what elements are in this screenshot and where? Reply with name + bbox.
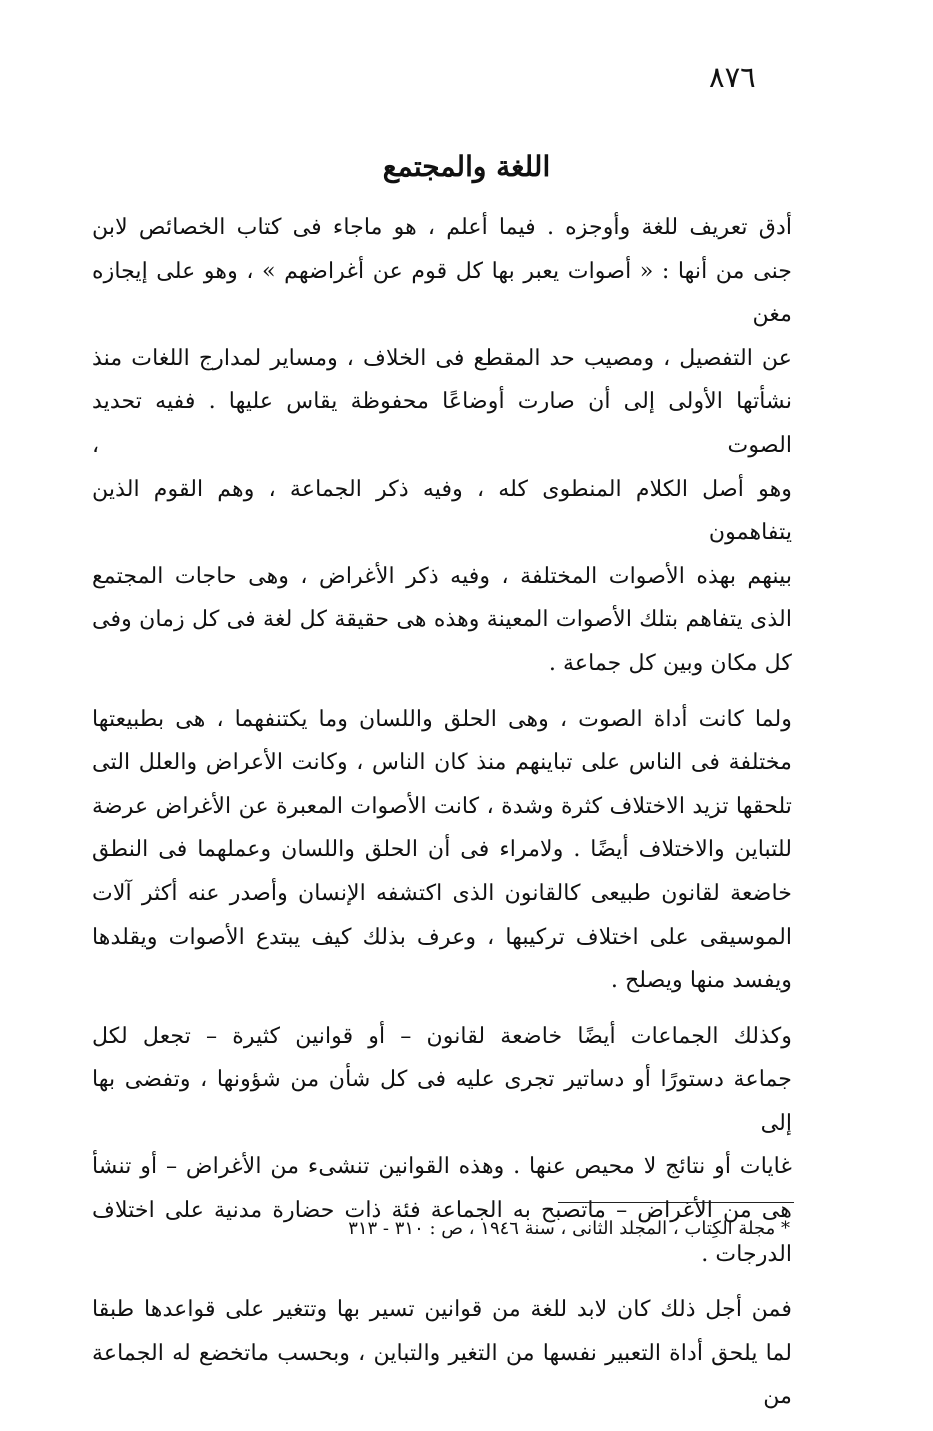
- text-line: للتباين والاختلاف أيضًا . ولامراء فى أن الحلق واللسان وعملهما فى النطق: [92, 836, 792, 863]
- text-line: كل مكان وبين كل جماعة .: [548, 649, 792, 676]
- text-line: أدق تعريف للغة وأوجزه . فيما أعلم ، هو ماجاء فى كتاب الخصائص لابن: [92, 214, 792, 240]
- text-line: تلحقها تزيد الاختلاف كثرة وشدة ، كانت الأصوات المعبرة عن الأغراض عرضة: [92, 792, 792, 819]
- text-line: وكذلك الجماعات أيضًا خاضعة لقانون – أو قوانين كثيرة – تجعل لكل: [92, 1022, 792, 1049]
- text-line: لما يلحق أداة التعبير نفسها من التغير والتباين ، وبحسب ماتخضع له الجماعة من: [92, 1339, 792, 1410]
- footnote-divider: [558, 1202, 794, 1203]
- text-line: الموسيقى على اختلاف تركيبها ، وعرف بذلك كيف يبتدع الأصوات ويقلدها: [92, 923, 792, 950]
- text-line: جماعة دستورًا أو دساتير تجرى عليه فى كل شأن من شؤونها ، وتفضى بها إلى: [92, 1066, 792, 1136]
- text-line: ويفسد منها ويصلح .: [610, 967, 792, 994]
- text-line: الذى يتفاهم بتلك الأصوات المعينة وهذه هى حقيقة كل لغة فى كل زمان وفى: [92, 606, 792, 633]
- text-line: فمن أجل ذلك كان لابد للغة من قوانين تسير بها وتتغير على قواعدها طبقا: [92, 1296, 792, 1323]
- text-line: جنى من أنها : « أصوات يعبر بها كل قوم عن أغراضهم » ، وهو على إيجازه مغن: [92, 257, 792, 328]
- text-line: ولما كانت أداة الصوت ، وهى الحلق واللسان وما يكتنفهما ، هى بطبيعتها: [92, 705, 792, 732]
- text-line: وهو أصل الكلام المنطوى كله ، وفيه ذكر الجماعة ، وهم القوم الذين يتفاهمون: [92, 475, 792, 546]
- text-line: مختلفة فى الناس على تباينهم منذ كان الناس ، وكانت الأعراض والعلل التى: [92, 749, 792, 776]
- text-line: الدرجات .: [701, 1240, 792, 1267]
- article-body: [92, 206, 792, 1431]
- text-line: بينهم بهذه الأصوات المختلفة ، وفيه ذكر الأغراض ، وهى حاجات المجتمع: [92, 562, 792, 589]
- paragraph: [92, 698, 792, 1003]
- paragraph: [92, 1288, 792, 1419]
- paragraph: [92, 206, 792, 686]
- text-line: غايات أو نتائج لا محيص عنها . وهذه القوانين تنشىء من الأغراض – أو تنشأ: [92, 1153, 792, 1180]
- text-line: هى من الأغراض – ماتصبح به الجماعة فئة ذات حضارة مدنية على اختلاف: [92, 1197, 792, 1224]
- text-line: عن التفصيل ، ومصيب حد المقطع فى الخلاف ، ومساير لمدارج اللغات منذ: [92, 344, 792, 371]
- text-line: خاضعة لقانون طبيعى كالقانون الذى اكتشفه الإنسان وأصدر عنه أكثر آلات: [92, 879, 792, 906]
- footnote: * مجلة الكِتاب ، المجلد الثانى ، سنة ١٩٤٦ ، ص : ٣١٠ - ٣١٣: [348, 1218, 790, 1239]
- page-title: اللغة والمجتمع: [382, 150, 551, 183]
- text-line: نشأتها الأولى إلى أن صارت أوضاعًا محفوظة يقاس عليها . ففيه تحديد الصوت ،: [92, 388, 792, 458]
- page-number: ٨٧٦: [709, 60, 756, 94]
